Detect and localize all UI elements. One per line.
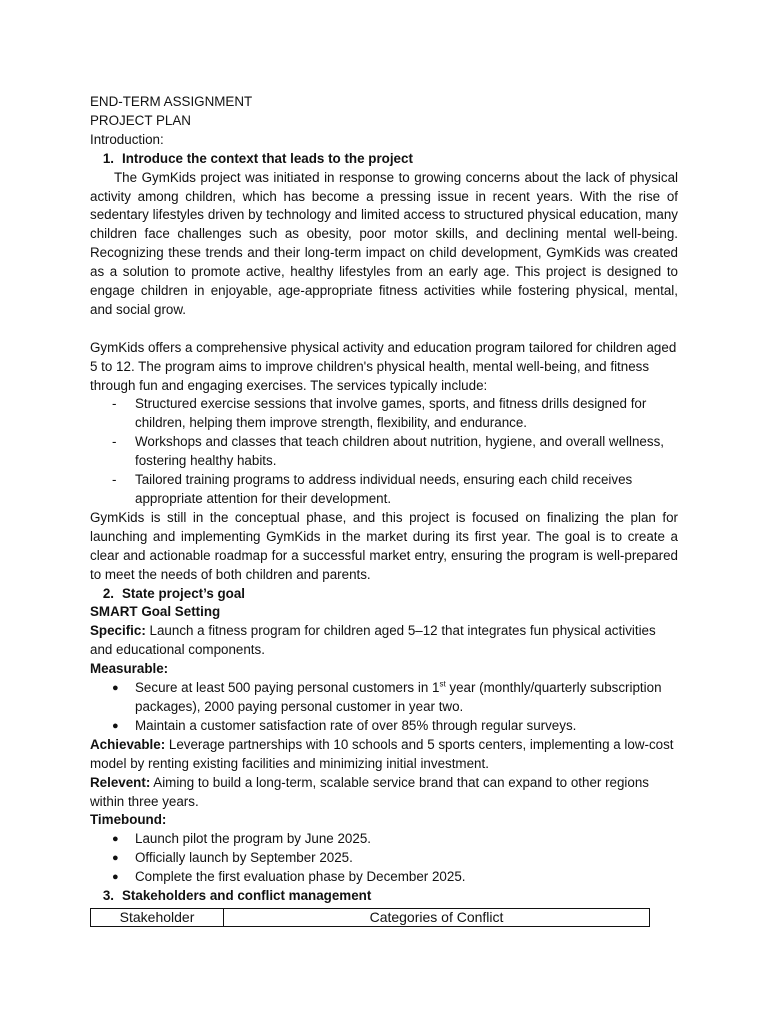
table-header-row bbox=[91, 908, 650, 926]
dash-marker: - bbox=[112, 472, 117, 488]
closing-paragraph: GymKids is still in the conceptual phase, and this project is focused on finalizing the plan for launching and implementing GymKids in the market during its first year. The goal is to create a clear and actionable roadmap for a successful market entry, ensuring the program is well-prepared to meet the needs of both children and parents. bbox=[90, 509, 678, 582]
section-3-heading bbox=[90, 887, 678, 906]
specific-text: Launch a fitness program for children aged 5–12 that integrates fun physical activities and educational components. bbox=[90, 623, 656, 658]
services-list bbox=[90, 395, 678, 508]
section-3-number: 3. bbox=[102, 888, 114, 904]
measurable-label: Measurable: bbox=[90, 661, 169, 677]
service-item-text: Tailored training programs to address individual needs, ensuring each child receives appropriate attention for their development. bbox=[135, 472, 633, 507]
bullet-marker: ● bbox=[112, 871, 119, 884]
bullet-marker: ● bbox=[112, 852, 119, 865]
context-paragraph: The GymKids project was initiated in response to growing concerns about the lack of physical activity among children, which has become a pressing issue in recent years. With the rise of sedentary lifestyles driven by technology and limited access to structured physical education, many children face challenges such as obesity, poor motor skills, and declining mental well-being. Recognizing these trends and their long-term impact on child development, GymKids was created as a solution to promote active, healthy lifestyles from an early age. This project is designed to engage children in enjoyable, age-appropriate fitness activities while fostering physical, mental, and social grow. bbox=[90, 169, 678, 317]
relevant-label: Relevent: bbox=[90, 774, 151, 790]
achievable-label: Achievable: bbox=[90, 736, 166, 752]
list-item bbox=[90, 471, 678, 509]
timebound-item-text: Launch pilot the program by June 2025. bbox=[135, 831, 371, 847]
section-1-title: Introduce the context that leads to the project bbox=[122, 150, 413, 166]
achievable-paragraph bbox=[90, 736, 678, 774]
section-2-title: State project’s goal bbox=[122, 585, 246, 601]
achievable-text: Leverage partnerships with 10 schools and 5 sports centers, implementing a low-cost model by renting existing facilities and minimizing initial investment. bbox=[90, 736, 674, 771]
ordinal-suffix: st bbox=[439, 679, 446, 689]
list-item bbox=[90, 868, 678, 887]
measurable-item-text: Maintain a customer satisfaction rate of over 85% through regular surveys. bbox=[135, 717, 577, 733]
list-item bbox=[90, 395, 678, 433]
stakeholder-table bbox=[90, 908, 650, 927]
project-plan-title: PROJECT PLAN bbox=[90, 112, 191, 128]
bullet-marker: ● bbox=[112, 682, 119, 695]
assignment-title: END-TERM ASSIGNMENT bbox=[90, 94, 253, 109]
list-item bbox=[90, 849, 678, 868]
measurable-list bbox=[90, 679, 678, 736]
dash-marker: - bbox=[112, 396, 117, 412]
specific-label: Specific: bbox=[90, 623, 146, 639]
stakeholder-column-header: Stakeholder bbox=[91, 908, 224, 926]
bullet-marker: ● bbox=[112, 833, 119, 846]
list-item bbox=[90, 830, 678, 849]
list-item bbox=[90, 717, 678, 736]
section-2-heading bbox=[90, 585, 678, 604]
measurable-item-part: Secure at least 500 paying personal customers in 1 bbox=[135, 680, 440, 696]
document-page bbox=[90, 93, 678, 927]
section-2-number: 2. bbox=[102, 585, 114, 601]
list-item bbox=[90, 433, 678, 471]
introduction-label: Introduction: bbox=[90, 131, 164, 147]
conflict-column-header: Categories of Conflict bbox=[224, 908, 650, 926]
smart-goal-title: SMART Goal Setting bbox=[90, 604, 221, 620]
section-1-number: 1. bbox=[102, 150, 114, 166]
measurable-item-part: year (monthly/quarterly subscription packages), 2000 paying personal customer in year two. bbox=[135, 680, 662, 714]
timebound-item-text: Complete the first evaluation phase by December 2025. bbox=[135, 869, 466, 885]
section-1-heading bbox=[90, 150, 678, 169]
specific-paragraph bbox=[90, 622, 678, 660]
paragraph-gap bbox=[90, 320, 678, 339]
dash-marker: - bbox=[112, 434, 117, 450]
relevant-text: Aiming to build a long-term, scalable service brand that can expand to other regions within three years. bbox=[90, 774, 649, 809]
bullet-marker: ● bbox=[112, 719, 119, 732]
section-3-title: Stakeholders and conflict management bbox=[122, 888, 372, 904]
relevant-paragraph bbox=[90, 774, 678, 812]
timebound-label: Timebound: bbox=[90, 812, 167, 828]
offer-paragraph: GymKids offers a comprehensive physical activity and education program tailored for children aged 5 to 12. The program aims to improve children's physical health, mental well-being, and fitness through fun and engaging exercises. The services typically include: bbox=[90, 339, 677, 393]
service-item-text: Structured exercise sessions that involve games, sports, and fitness drills designed for children, helping them improve strength, flexibility, and endurance. bbox=[135, 396, 647, 431]
service-item-text: Workshops and classes that teach children about nutrition, hygiene, and overall wellness, fostering healthy habits. bbox=[135, 434, 664, 469]
timebound-item-text: Officially launch by September 2025. bbox=[135, 850, 353, 866]
list-item bbox=[90, 679, 678, 717]
measurable-item-text bbox=[135, 679, 678, 717]
timebound-list bbox=[90, 830, 678, 887]
